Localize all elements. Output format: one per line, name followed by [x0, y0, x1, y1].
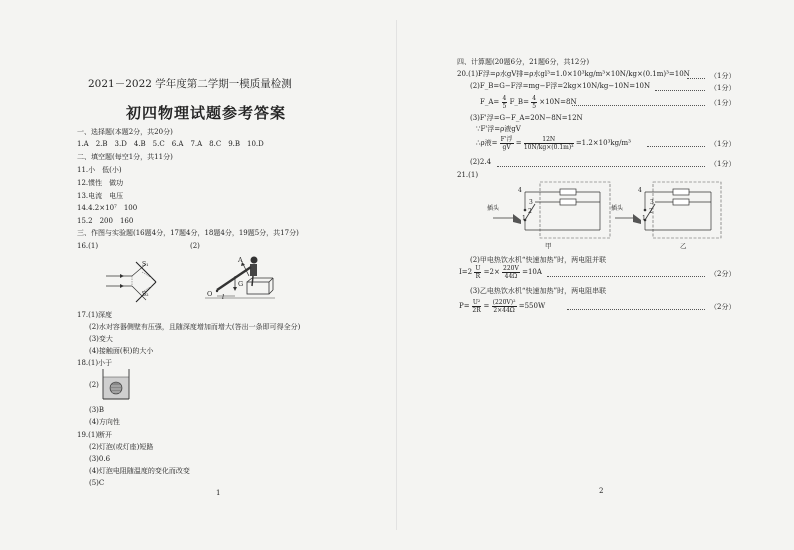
terminal-1-b: 1 [642, 215, 646, 222]
score-20-5: （1分） [710, 160, 736, 168]
gravity-g-label: G [238, 280, 244, 288]
current-mid: =2× [483, 268, 500, 276]
calc-20-buoyancy: ∵F'浮=ρ液gV [476, 125, 521, 133]
answer-17-1: 17.(1)深度 [77, 311, 113, 319]
section-1-heading: 一、选择题(本题2分，共20分) [77, 128, 173, 136]
calc-20-2: (2)F_B=G−F浮=mg−F浮=2kg×10N/kg−10N=10N [470, 82, 651, 90]
calc-21-power [459, 297, 545, 315]
beaker-diagram [100, 367, 132, 401]
answer-18-3: (3)B [89, 406, 105, 414]
circuit-diagram-b [615, 180, 727, 242]
dots [687, 78, 705, 79]
score-20-4: （1分） [710, 140, 736, 148]
page-number-2: 2 [599, 487, 604, 495]
terminal-4-a: 4 [518, 187, 522, 194]
fraction-4-5-a: $\frac{4}{5}$ [502, 94, 507, 110]
fraction-220-44: $\frac{220V}{44\Omega}$ [503, 264, 519, 280]
page-number-1: 1 [216, 489, 221, 497]
calc-20-4: (2)2.4 [470, 158, 492, 166]
fraction-4-5-b: $\frac{4}{5}$ [532, 94, 537, 110]
answer-17-4: (4)接触面(积)的大小 [89, 347, 154, 355]
calc-21-current [459, 264, 542, 280]
dots [497, 166, 705, 167]
dots [655, 90, 705, 91]
terminal-3-a: 3 [529, 199, 533, 206]
fb-mid: F_B= [509, 98, 529, 106]
circuit-diagram-a [485, 180, 617, 242]
calc-21-2: (2)甲电热饮水机“快速加热”时，两电阻并联 [470, 256, 607, 264]
current-prefix: I=2 [459, 268, 473, 276]
calc-21-1: 21.(1) [457, 171, 479, 179]
answer-18-1: 18.(1)小于 [77, 359, 113, 367]
calc-21-3: (3)乙电热饮水机“快速加热”时，两电阻串联 [470, 287, 607, 295]
answer-17-3: (3)变大 [89, 335, 113, 343]
rho-eq: = [515, 139, 522, 147]
score-21-3: （2分） [710, 303, 736, 311]
answer-19-3: (3)0.6 [89, 455, 111, 463]
section-3-heading: 三、作图与实验题(16题4分，17题4分，18题4分，19题5分，共17分) [77, 229, 299, 237]
choice-answers: 1.A 2.B 3.D 4.B 5.C 6.A 7.A 8.C 9.B 10.D [77, 140, 264, 148]
score-21-2: （2分） [710, 270, 736, 278]
circuit-b-label: 乙 [680, 242, 687, 250]
answer-page-2 [397, 0, 794, 550]
power-prefix: P= [459, 302, 470, 310]
answer-15: 15.2 200 160 [77, 217, 134, 225]
s2-label: S₂ [142, 291, 149, 298]
answer-19-1: 19.(1)断开 [77, 431, 113, 439]
terminal-4-b: 4 [638, 187, 642, 194]
force-a-label: A [238, 256, 243, 264]
current-result: =10A [522, 268, 542, 276]
calc-20-fa [480, 94, 577, 110]
page-title: 初四物理试题参考答案 [126, 104, 287, 122]
terminal-3-b: 3 [650, 199, 654, 206]
plug-label-a: 插头 [487, 205, 500, 212]
mirror-diagram [98, 256, 168, 306]
dots [547, 276, 705, 277]
dots [572, 105, 705, 106]
answer-18-4: (4)方向性 [89, 418, 120, 426]
fa-result: ×10N=8N [539, 98, 577, 106]
plug-label-b: 插头 [611, 205, 624, 212]
answer-19-5: (5)C [89, 479, 105, 487]
rho-result: =1.2×10³kg/m³ [575, 139, 631, 147]
fa-prefix: F_A= [480, 98, 500, 106]
exam-header: 2021－2022 学年度第二学期一模质量检测 [88, 78, 292, 90]
power-eq: = [483, 302, 490, 310]
fraction-rho: $\frac{\text{F'浮}}{gV}$ [500, 135, 513, 151]
calc-20-1: 20.(1)F浮=ρ水gV排=ρ水gl³=1.0×10³kg/m³×10N/kg×(0.1m)³=10N [457, 70, 690, 78]
answer-11: 11.小 低(小) [77, 166, 122, 174]
answer-16-2-label: (2) [190, 242, 200, 250]
answer-19-4: (4)灯泡电阻随温度的变化而改变 [89, 467, 190, 475]
answer-13: 13.电流 电压 [77, 192, 124, 200]
circuit-a-label: 甲 [545, 242, 552, 250]
terminal-2-b: 2 [649, 208, 653, 215]
section-4-heading: 四、计算题(20题6分，21题6分，共12分) [457, 58, 590, 66]
calc-20-density [476, 135, 631, 151]
answer-16-label: 16.(1) [77, 242, 99, 250]
rho-prefix: ∴ρ液= [476, 139, 498, 147]
section-2-heading: 二、填空题(每空1分，共11分) [77, 153, 173, 161]
answer-12: 12.惯性 做功 [77, 179, 124, 187]
calc-20-3: (3)F'浮=G−F_A=20N−8N=12N [470, 114, 583, 122]
terminal-2-a: 2 [528, 208, 532, 215]
lever-arm-l-label: l [222, 293, 225, 301]
dots [567, 309, 705, 310]
answer-14: 14.4.2×10⁷ 100 [77, 204, 138, 212]
s1-label: S₁ [142, 261, 149, 268]
fraction-u-r: $\frac{U}{R}$ [475, 264, 481, 280]
answer-19-2: (2)灯泡(或灯座)短路 [89, 443, 154, 451]
fraction-u2-2r: $\frac{\text{U²}}{2R}$ [472, 298, 481, 314]
fulcrum-o-label: O [207, 290, 213, 298]
terminal-1-a: 1 [522, 215, 526, 222]
score-20-3: （1分） [710, 99, 736, 107]
score-20-1: （1分） [710, 72, 736, 80]
fraction-220sq: $\frac{\text{(220V)²}}{2\times 44\Omega}$ [492, 298, 516, 314]
answer-17-2: (2)水对容器侧壁有压强，且随深度增加而增大(答出一条即可得全分) [89, 323, 301, 331]
power-result: =550W [518, 302, 546, 310]
answer-18-2-label: (2) [89, 381, 99, 389]
dots [647, 146, 705, 147]
fraction-rho-values: $\frac{12N}{\text{10N/kg×(0.1m)³}}$ [523, 135, 574, 151]
score-20-2: （1分） [710, 84, 736, 92]
